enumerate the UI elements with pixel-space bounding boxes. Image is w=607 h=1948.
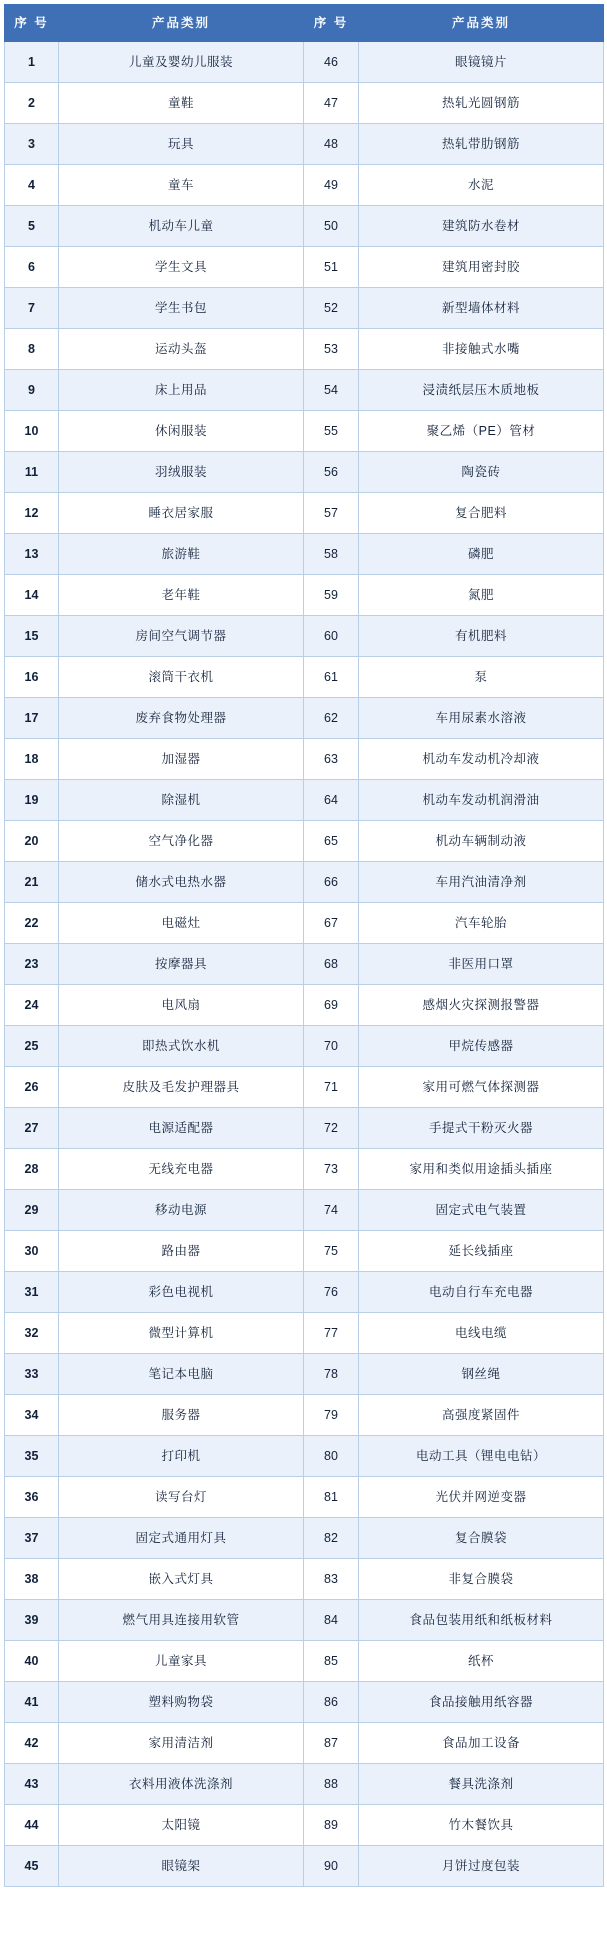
table-row <box>5 1436 604 1477</box>
cell-no-left: 35 <box>5 1436 59 1477</box>
cell-category-left: 打印机 <box>59 1436 304 1477</box>
cell-category-left: 服务器 <box>59 1395 304 1436</box>
cell-no-left: 24 <box>5 985 59 1026</box>
cell-category-right: 固定式电气装置 <box>359 1190 604 1231</box>
table-row <box>5 1518 604 1559</box>
cell-category-right: 高强度紧固件 <box>359 1395 604 1436</box>
cell-no-right: 55 <box>304 411 359 452</box>
table-row <box>5 247 604 288</box>
table-row <box>5 1067 604 1108</box>
cell-no-left: 23 <box>5 944 59 985</box>
cell-category-right: 食品加工设备 <box>359 1723 604 1764</box>
table-row <box>5 165 604 206</box>
cell-no-right: 81 <box>304 1477 359 1518</box>
cell-category-right: 竹木餐饮具 <box>359 1805 604 1846</box>
cell-no-right: 70 <box>304 1026 359 1067</box>
table-row <box>5 1149 604 1190</box>
cell-no-right: 83 <box>304 1559 359 1600</box>
cell-category-left: 老年鞋 <box>59 575 304 616</box>
cell-no-right: 77 <box>304 1313 359 1354</box>
cell-category-left: 太阳镜 <box>59 1805 304 1846</box>
cell-no-right: 60 <box>304 616 359 657</box>
cell-category-left: 读写台灯 <box>59 1477 304 1518</box>
product-category-table <box>4 4 604 1887</box>
cell-no-right: 79 <box>304 1395 359 1436</box>
cell-no-right: 78 <box>304 1354 359 1395</box>
table-row <box>5 985 604 1026</box>
cell-category-left: 机动车儿童 <box>59 206 304 247</box>
table-row <box>5 698 604 739</box>
table-row <box>5 1805 604 1846</box>
cell-category-left: 羽绒服装 <box>59 452 304 493</box>
cell-category-left: 固定式通用灯具 <box>59 1518 304 1559</box>
cell-category-right: 陶瓷砖 <box>359 452 604 493</box>
table-row <box>5 1108 604 1149</box>
cell-category-right: 热轧光圆钢筋 <box>359 83 604 124</box>
table-row <box>5 903 604 944</box>
cell-no-left: 12 <box>5 493 59 534</box>
cell-category-right: 电动自行车充电器 <box>359 1272 604 1313</box>
cell-category-left: 童鞋 <box>59 83 304 124</box>
table-row <box>5 821 604 862</box>
table-row <box>5 1559 604 1600</box>
cell-category-right: 机动车辆制动液 <box>359 821 604 862</box>
cell-category-right: 复合膜袋 <box>359 1518 604 1559</box>
cell-category-right: 感烟火灾探测报警器 <box>359 985 604 1026</box>
cell-no-right: 67 <box>304 903 359 944</box>
cell-no-left: 16 <box>5 657 59 698</box>
table-row <box>5 1354 604 1395</box>
cell-category-left: 空气净化器 <box>59 821 304 862</box>
cell-category-left: 微型计算机 <box>59 1313 304 1354</box>
table-row <box>5 370 604 411</box>
cell-no-right: 52 <box>304 288 359 329</box>
cell-category-right: 机动车发动机润滑油 <box>359 780 604 821</box>
cell-category-right: 浸渍纸层压木质地板 <box>359 370 604 411</box>
cell-no-right: 72 <box>304 1108 359 1149</box>
cell-category-right: 车用尿素水溶液 <box>359 698 604 739</box>
cell-no-left: 7 <box>5 288 59 329</box>
cell-no-left: 33 <box>5 1354 59 1395</box>
table-row <box>5 534 604 575</box>
cell-category-right: 机动车发动机冷却液 <box>359 739 604 780</box>
cell-no-right: 89 <box>304 1805 359 1846</box>
cell-no-right: 71 <box>304 1067 359 1108</box>
cell-category-right: 手提式干粉灭火器 <box>359 1108 604 1149</box>
table-header <box>5 5 604 42</box>
cell-no-left: 18 <box>5 739 59 780</box>
table-row <box>5 83 604 124</box>
cell-category-left: 储水式电热水器 <box>59 862 304 903</box>
cell-no-right: 69 <box>304 985 359 1026</box>
cell-no-left: 30 <box>5 1231 59 1272</box>
cell-no-right: 68 <box>304 944 359 985</box>
cell-no-left: 25 <box>5 1026 59 1067</box>
table-row <box>5 780 604 821</box>
cell-no-right: 90 <box>304 1846 359 1887</box>
table-row <box>5 1272 604 1313</box>
cell-category-left: 运动头盔 <box>59 329 304 370</box>
cell-no-right: 65 <box>304 821 359 862</box>
cell-no-left: 11 <box>5 452 59 493</box>
cell-category-right: 建筑防水卷材 <box>359 206 604 247</box>
cell-category-left: 移动电源 <box>59 1190 304 1231</box>
cell-no-left: 10 <box>5 411 59 452</box>
cell-no-left: 38 <box>5 1559 59 1600</box>
cell-no-left: 36 <box>5 1477 59 1518</box>
cell-no-right: 51 <box>304 247 359 288</box>
cell-category-right: 车用汽油清净剂 <box>359 862 604 903</box>
cell-no-left: 27 <box>5 1108 59 1149</box>
cell-no-left: 29 <box>5 1190 59 1231</box>
cell-no-left: 1 <box>5 42 59 83</box>
cell-category-right: 甲烷传感器 <box>359 1026 604 1067</box>
cell-no-right: 84 <box>304 1600 359 1641</box>
table-row <box>5 288 604 329</box>
cell-no-right: 46 <box>304 42 359 83</box>
cell-no-left: 21 <box>5 862 59 903</box>
cell-no-left: 31 <box>5 1272 59 1313</box>
cell-category-right: 眼镜镜片 <box>359 42 604 83</box>
cell-no-left: 20 <box>5 821 59 862</box>
cell-no-left: 37 <box>5 1518 59 1559</box>
table-row <box>5 1764 604 1805</box>
cell-no-right: 49 <box>304 165 359 206</box>
header-cell-category-left: 产品类别 <box>59 5 304 42</box>
header-cell-no-left: 序 号 <box>5 5 59 42</box>
cell-no-left: 13 <box>5 534 59 575</box>
cell-no-left: 6 <box>5 247 59 288</box>
table-row <box>5 411 604 452</box>
cell-category-left: 加湿器 <box>59 739 304 780</box>
cell-category-left: 燃气用具连接用软管 <box>59 1600 304 1641</box>
cell-no-right: 54 <box>304 370 359 411</box>
cell-category-right: 电动工具（锂电电钻） <box>359 1436 604 1477</box>
cell-category-left: 皮肤及毛发护理器具 <box>59 1067 304 1108</box>
table-row <box>5 657 604 698</box>
cell-category-right: 非接触式水嘴 <box>359 329 604 370</box>
cell-category-right: 纸杯 <box>359 1641 604 1682</box>
cell-category-right: 磷肥 <box>359 534 604 575</box>
cell-category-left: 学生书包 <box>59 288 304 329</box>
cell-category-left: 塑料购物袋 <box>59 1682 304 1723</box>
table-row <box>5 1600 604 1641</box>
cell-no-left: 39 <box>5 1600 59 1641</box>
cell-category-right: 泵 <box>359 657 604 698</box>
cell-no-left: 2 <box>5 83 59 124</box>
cell-category-left: 衣料用液体洗涤剂 <box>59 1764 304 1805</box>
cell-category-left: 嵌入式灯具 <box>59 1559 304 1600</box>
cell-no-right: 62 <box>304 698 359 739</box>
cell-no-left: 40 <box>5 1641 59 1682</box>
cell-category-right: 汽车轮胎 <box>359 903 604 944</box>
cell-no-right: 66 <box>304 862 359 903</box>
cell-no-left: 3 <box>5 124 59 165</box>
cell-category-left: 电风扇 <box>59 985 304 1026</box>
cell-no-left: 32 <box>5 1313 59 1354</box>
cell-no-right: 59 <box>304 575 359 616</box>
table-row <box>5 575 604 616</box>
cell-category-left: 房间空气调节器 <box>59 616 304 657</box>
table-row <box>5 42 604 83</box>
cell-no-right: 48 <box>304 124 359 165</box>
table-row <box>5 493 604 534</box>
cell-category-left: 电磁灶 <box>59 903 304 944</box>
cell-category-right: 非医用口罩 <box>359 944 604 985</box>
table-row <box>5 1395 604 1436</box>
cell-no-right: 76 <box>304 1272 359 1313</box>
cell-category-right: 电线电缆 <box>359 1313 604 1354</box>
cell-no-right: 80 <box>304 1436 359 1477</box>
cell-category-right: 家用可燃气体探测器 <box>359 1067 604 1108</box>
cell-category-left: 旅游鞋 <box>59 534 304 575</box>
cell-no-right: 53 <box>304 329 359 370</box>
cell-category-left: 笔记本电脑 <box>59 1354 304 1395</box>
cell-category-left: 学生文具 <box>59 247 304 288</box>
header-cell-no-right: 序 号 <box>304 5 359 42</box>
cell-category-right: 建筑用密封胶 <box>359 247 604 288</box>
cell-category-right: 氮肥 <box>359 575 604 616</box>
cell-no-right: 75 <box>304 1231 359 1272</box>
cell-category-right: 有机肥料 <box>359 616 604 657</box>
cell-no-right: 85 <box>304 1641 359 1682</box>
cell-no-left: 9 <box>5 370 59 411</box>
table-row <box>5 1477 604 1518</box>
cell-no-left: 26 <box>5 1067 59 1108</box>
cell-category-right: 钢丝绳 <box>359 1354 604 1395</box>
table-row <box>5 1682 604 1723</box>
cell-category-left: 床上用品 <box>59 370 304 411</box>
table-row <box>5 1846 604 1887</box>
table-row <box>5 329 604 370</box>
table-row <box>5 1641 604 1682</box>
cell-no-right: 64 <box>304 780 359 821</box>
cell-category-right: 食品包装用纸和纸板材料 <box>359 1600 604 1641</box>
cell-category-right: 聚乙烯（PE）管材 <box>359 411 604 452</box>
cell-no-right: 63 <box>304 739 359 780</box>
cell-no-left: 17 <box>5 698 59 739</box>
cell-category-left: 玩具 <box>59 124 304 165</box>
cell-category-left: 路由器 <box>59 1231 304 1272</box>
cell-category-right: 食品接触用纸容器 <box>359 1682 604 1723</box>
cell-no-right: 88 <box>304 1764 359 1805</box>
cell-no-right: 57 <box>304 493 359 534</box>
table-row <box>5 862 604 903</box>
table-row <box>5 452 604 493</box>
cell-no-left: 44 <box>5 1805 59 1846</box>
cell-category-right: 月饼过度包装 <box>359 1846 604 1887</box>
table-row <box>5 1723 604 1764</box>
cell-no-right: 86 <box>304 1682 359 1723</box>
cell-no-left: 22 <box>5 903 59 944</box>
cell-no-right: 73 <box>304 1149 359 1190</box>
table-row <box>5 206 604 247</box>
cell-no-right: 50 <box>304 206 359 247</box>
cell-category-right: 水泥 <box>359 165 604 206</box>
cell-category-left: 家用清洁剂 <box>59 1723 304 1764</box>
cell-no-right: 56 <box>304 452 359 493</box>
cell-category-right: 光伏并网逆变器 <box>359 1477 604 1518</box>
cell-no-right: 58 <box>304 534 359 575</box>
header-cell-category-right: 产品类别 <box>359 5 604 42</box>
cell-no-left: 5 <box>5 206 59 247</box>
table-row <box>5 1026 604 1067</box>
cell-no-right: 87 <box>304 1723 359 1764</box>
table-row <box>5 739 604 780</box>
cell-no-right: 82 <box>304 1518 359 1559</box>
table-row <box>5 1231 604 1272</box>
table-row <box>5 1190 604 1231</box>
cell-no-right: 47 <box>304 83 359 124</box>
cell-category-right: 复合肥料 <box>359 493 604 534</box>
table-body <box>5 42 604 1887</box>
cell-category-left: 按摩器具 <box>59 944 304 985</box>
cell-category-left: 滚筒干衣机 <box>59 657 304 698</box>
cell-category-right: 餐具洗涤剂 <box>359 1764 604 1805</box>
cell-category-right: 家用和类似用途插头插座 <box>359 1149 604 1190</box>
cell-no-left: 14 <box>5 575 59 616</box>
cell-category-left: 无线充电器 <box>59 1149 304 1190</box>
cell-no-right: 74 <box>304 1190 359 1231</box>
cell-no-left: 34 <box>5 1395 59 1436</box>
cell-no-left: 42 <box>5 1723 59 1764</box>
cell-category-left: 彩色电视机 <box>59 1272 304 1313</box>
cell-category-left: 儿童家具 <box>59 1641 304 1682</box>
cell-category-left: 废弃食物处理器 <box>59 698 304 739</box>
cell-no-left: 28 <box>5 1149 59 1190</box>
cell-category-right: 延长线插座 <box>359 1231 604 1272</box>
cell-no-left: 4 <box>5 165 59 206</box>
cell-no-left: 43 <box>5 1764 59 1805</box>
cell-category-left: 眼镜架 <box>59 1846 304 1887</box>
cell-no-left: 41 <box>5 1682 59 1723</box>
cell-no-right: 61 <box>304 657 359 698</box>
cell-category-left: 睡衣居家服 <box>59 493 304 534</box>
table-row <box>5 944 604 985</box>
cell-category-right: 非复合膜袋 <box>359 1559 604 1600</box>
table-header-row <box>5 5 604 42</box>
cell-category-right: 新型墙体材料 <box>359 288 604 329</box>
cell-no-left: 45 <box>5 1846 59 1887</box>
cell-category-left: 除湿机 <box>59 780 304 821</box>
table-row <box>5 616 604 657</box>
cell-no-left: 15 <box>5 616 59 657</box>
cell-no-left: 19 <box>5 780 59 821</box>
cell-category-left: 童车 <box>59 165 304 206</box>
cell-no-left: 8 <box>5 329 59 370</box>
cell-category-left: 儿童及婴幼儿服装 <box>59 42 304 83</box>
cell-category-left: 电源适配器 <box>59 1108 304 1149</box>
cell-category-left: 休闲服装 <box>59 411 304 452</box>
cell-category-left: 即热式饮水机 <box>59 1026 304 1067</box>
table-row <box>5 1313 604 1354</box>
table-row <box>5 124 604 165</box>
cell-category-right: 热轧带肋钢筋 <box>359 124 604 165</box>
